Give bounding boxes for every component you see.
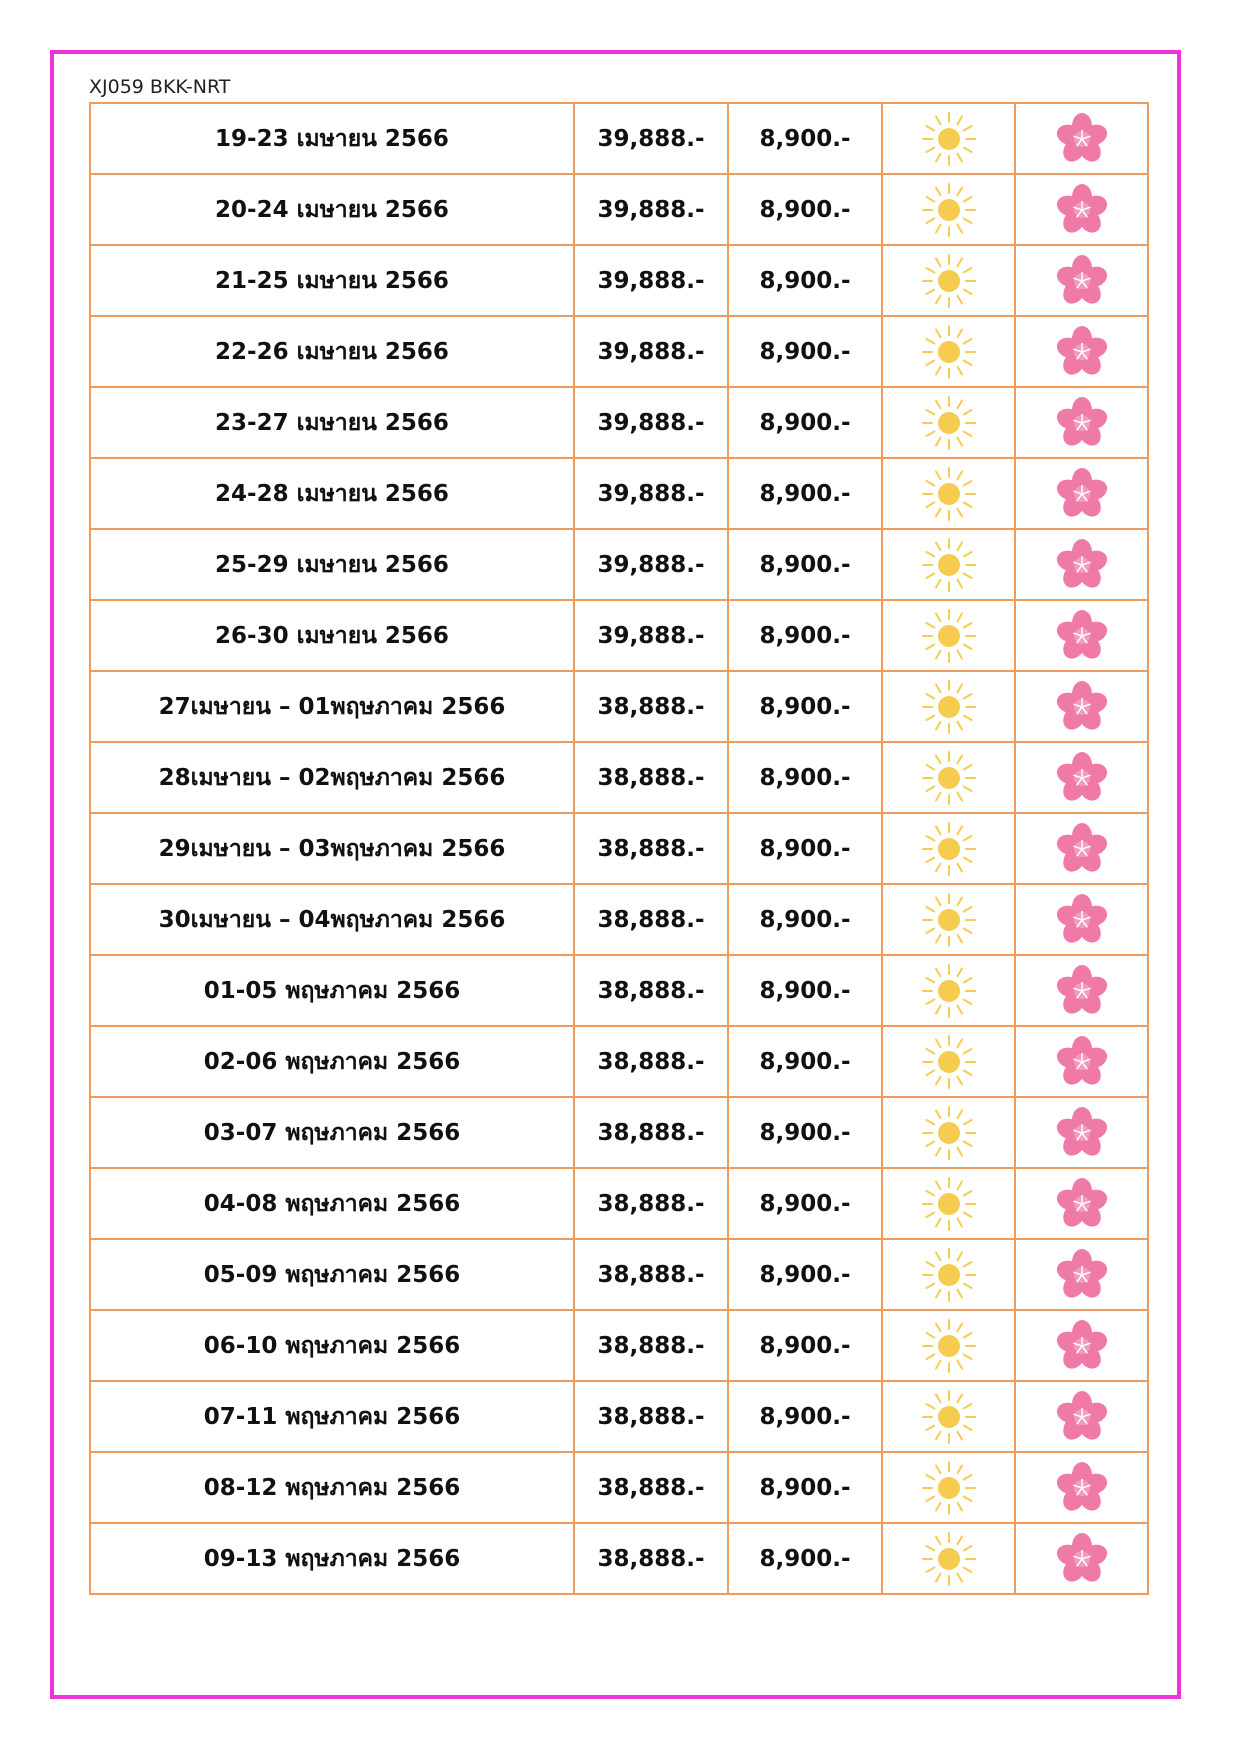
single-supplement-cell: 8,900.-: [728, 742, 882, 813]
season-cell: [882, 174, 1015, 245]
cherry-blossom-icon: [1056, 1391, 1108, 1443]
single-supplement-cell: 8,900.-: [728, 1523, 882, 1594]
price-cell: 38,888.-: [574, 1452, 728, 1523]
price-cell: 38,888.-: [574, 1381, 728, 1452]
table-row: [90, 1168, 1148, 1239]
sun-icon: [921, 466, 977, 522]
travel-date-cell: 29เมษายน – 03พฤษภาคม 2566: [90, 813, 574, 884]
single-supplement-cell: 8,900.-: [728, 1381, 882, 1452]
sun-icon: [921, 963, 977, 1019]
travel-date-cell: 24-28 เมษายน 2566: [90, 458, 574, 529]
single-supplement-cell: 8,900.-: [728, 245, 882, 316]
season-cell: [882, 1452, 1015, 1523]
single-supplement-cell: 8,900.-: [728, 813, 882, 884]
bloom-cell: [1015, 245, 1148, 316]
table-row: [90, 458, 1148, 529]
table-row: [90, 600, 1148, 671]
tour-code: XJ059 BKK-NRT: [89, 76, 231, 98]
table-row: [90, 955, 1148, 1026]
season-cell: [882, 884, 1015, 955]
season-cell: [882, 1097, 1015, 1168]
sun-icon: [921, 679, 977, 735]
price-cell: 38,888.-: [574, 1239, 728, 1310]
cherry-blossom-icon: [1056, 113, 1108, 165]
single-supplement-cell: 8,900.-: [728, 884, 882, 955]
sun-icon: [921, 253, 977, 309]
season-cell: [882, 103, 1015, 174]
bloom-cell: [1015, 529, 1148, 600]
price-cell: 39,888.-: [574, 245, 728, 316]
price-cell: 39,888.-: [574, 316, 728, 387]
bloom-cell: [1015, 1452, 1148, 1523]
sun-icon: [921, 1105, 977, 1161]
table-row: [90, 529, 1148, 600]
bloom-cell: [1015, 742, 1148, 813]
sun-icon: [921, 750, 977, 806]
travel-date-cell: 01-05 พฤษภาคม 2566: [90, 955, 574, 1026]
bloom-cell: [1015, 387, 1148, 458]
sun-icon: [921, 1247, 977, 1303]
bloom-cell: [1015, 103, 1148, 174]
table-row: [90, 1523, 1148, 1594]
travel-date-cell: 30เมษายน – 04พฤษภาคม 2566: [90, 884, 574, 955]
season-cell: [882, 387, 1015, 458]
price-cell: 39,888.-: [574, 600, 728, 671]
travel-date-cell: 23-27 เมษายน 2566: [90, 387, 574, 458]
table-row: [90, 387, 1148, 458]
travel-date-cell: 26-30 เมษายน 2566: [90, 600, 574, 671]
sun-icon: [921, 1531, 977, 1587]
sun-icon: [921, 395, 977, 451]
price-cell: 39,888.-: [574, 174, 728, 245]
travel-date-cell: 08-12 พฤษภาคม 2566: [90, 1452, 574, 1523]
bloom-cell: [1015, 600, 1148, 671]
season-cell: [882, 1168, 1015, 1239]
season-cell: [882, 1381, 1015, 1452]
cherry-blossom-icon: [1056, 894, 1108, 946]
sun-icon: [921, 1389, 977, 1445]
single-supplement-cell: 8,900.-: [728, 387, 882, 458]
travel-date-cell: 03-07 พฤษภาคม 2566: [90, 1097, 574, 1168]
bloom-cell: [1015, 1310, 1148, 1381]
bloom-cell: [1015, 813, 1148, 884]
season-cell: [882, 955, 1015, 1026]
price-cell: 39,888.-: [574, 458, 728, 529]
cherry-blossom-icon: [1056, 255, 1108, 307]
table-row: [90, 1452, 1148, 1523]
cherry-blossom-icon: [1056, 1178, 1108, 1230]
bloom-cell: [1015, 1097, 1148, 1168]
single-supplement-cell: 8,900.-: [728, 600, 882, 671]
table-row: [90, 1026, 1148, 1097]
bloom-cell: [1015, 316, 1148, 387]
table-row: [90, 1381, 1148, 1452]
sun-icon: [921, 1318, 977, 1374]
price-cell: 38,888.-: [574, 884, 728, 955]
travel-date-cell: 19-23 เมษายน 2566: [90, 103, 574, 174]
sun-icon: [921, 1460, 977, 1516]
single-supplement-cell: 8,900.-: [728, 1239, 882, 1310]
sun-icon: [921, 821, 977, 877]
season-cell: [882, 1310, 1015, 1381]
cherry-blossom-icon: [1056, 184, 1108, 236]
bloom-cell: [1015, 1168, 1148, 1239]
season-cell: [882, 316, 1015, 387]
travel-date-cell: 09-13 พฤษภาคม 2566: [90, 1523, 574, 1594]
single-supplement-cell: 8,900.-: [728, 316, 882, 387]
cherry-blossom-icon: [1056, 1462, 1108, 1514]
season-cell: [882, 245, 1015, 316]
cherry-blossom-icon: [1056, 681, 1108, 733]
bloom-cell: [1015, 884, 1148, 955]
single-supplement-cell: 8,900.-: [728, 1097, 882, 1168]
travel-date-cell: 05-09 พฤษภาคม 2566: [90, 1239, 574, 1310]
travel-date-cell: 28เมษายน – 02พฤษภาคม 2566: [90, 742, 574, 813]
table-row: [90, 813, 1148, 884]
bloom-cell: [1015, 1523, 1148, 1594]
table-row: [90, 884, 1148, 955]
season-cell: [882, 742, 1015, 813]
single-supplement-cell: 8,900.-: [728, 174, 882, 245]
price-cell: 38,888.-: [574, 742, 728, 813]
table-row: [90, 316, 1148, 387]
table-row: [90, 1097, 1148, 1168]
table-row: [90, 174, 1148, 245]
cherry-blossom-icon: [1056, 397, 1108, 449]
table-row: [90, 1310, 1148, 1381]
single-supplement-cell: 8,900.-: [728, 1310, 882, 1381]
travel-date-cell: 25-29 เมษายน 2566: [90, 529, 574, 600]
cherry-blossom-icon: [1056, 1320, 1108, 1372]
season-cell: [882, 813, 1015, 884]
bloom-cell: [1015, 1026, 1148, 1097]
single-supplement-cell: 8,900.-: [728, 529, 882, 600]
cherry-blossom-icon: [1056, 539, 1108, 591]
season-cell: [882, 529, 1015, 600]
cherry-blossom-icon: [1056, 752, 1108, 804]
cherry-blossom-icon: [1056, 823, 1108, 875]
travel-date-cell: 06-10 พฤษภาคม 2566: [90, 1310, 574, 1381]
sun-icon: [921, 608, 977, 664]
bloom-cell: [1015, 955, 1148, 1026]
bloom-cell: [1015, 671, 1148, 742]
single-supplement-cell: 8,900.-: [728, 103, 882, 174]
price-cell: 38,888.-: [574, 813, 728, 884]
season-cell: [882, 600, 1015, 671]
sun-icon: [921, 1034, 977, 1090]
single-supplement-cell: 8,900.-: [728, 458, 882, 529]
cherry-blossom-icon: [1056, 468, 1108, 520]
travel-date-cell: 21-25 เมษายน 2566: [90, 245, 574, 316]
cherry-blossom-icon: [1056, 326, 1108, 378]
price-cell: 38,888.-: [574, 1523, 728, 1594]
price-cell: 38,888.-: [574, 955, 728, 1026]
sun-icon: [921, 324, 977, 380]
travel-date-cell: 04-08 พฤษภาคม 2566: [90, 1168, 574, 1239]
sun-icon: [921, 1176, 977, 1232]
cherry-blossom-icon: [1056, 1249, 1108, 1301]
sun-icon: [921, 182, 977, 238]
single-supplement-cell: 8,900.-: [728, 1168, 882, 1239]
table-row: [90, 245, 1148, 316]
cherry-blossom-icon: [1056, 1533, 1108, 1585]
single-supplement-cell: 8,900.-: [728, 1452, 882, 1523]
travel-date-cell: 20-24 เมษายน 2566: [90, 174, 574, 245]
season-cell: [882, 671, 1015, 742]
bloom-cell: [1015, 1381, 1148, 1452]
travel-date-cell: 27เมษายน – 01พฤษภาคม 2566: [90, 671, 574, 742]
price-cell: 38,888.-: [574, 1097, 728, 1168]
price-cell: 38,888.-: [574, 1310, 728, 1381]
season-cell: [882, 1026, 1015, 1097]
price-cell: 38,888.-: [574, 1026, 728, 1097]
cherry-blossom-icon: [1056, 1107, 1108, 1159]
season-cell: [882, 1523, 1015, 1594]
season-cell: [882, 458, 1015, 529]
sun-icon: [921, 892, 977, 948]
schedule-table: [89, 102, 1149, 1595]
cherry-blossom-icon: [1056, 1036, 1108, 1088]
table-row: [90, 671, 1148, 742]
bloom-cell: [1015, 174, 1148, 245]
price-cell: 39,888.-: [574, 103, 728, 174]
table-row: [90, 103, 1148, 174]
price-cell: 39,888.-: [574, 387, 728, 458]
single-supplement-cell: 8,900.-: [728, 671, 882, 742]
price-cell: 38,888.-: [574, 1168, 728, 1239]
bloom-cell: [1015, 1239, 1148, 1310]
travel-date-cell: 07-11 พฤษภาคม 2566: [90, 1381, 574, 1452]
sun-icon: [921, 111, 977, 167]
travel-date-cell: 02-06 พฤษภาคม 2566: [90, 1026, 574, 1097]
price-cell: 39,888.-: [574, 529, 728, 600]
bloom-cell: [1015, 458, 1148, 529]
cherry-blossom-icon: [1056, 965, 1108, 1017]
single-supplement-cell: 8,900.-: [728, 955, 882, 1026]
table-row: [90, 1239, 1148, 1310]
table-row: [90, 742, 1148, 813]
travel-date-cell: 22-26 เมษายน 2566: [90, 316, 574, 387]
single-supplement-cell: 8,900.-: [728, 1026, 882, 1097]
price-cell: 38,888.-: [574, 671, 728, 742]
sun-icon: [921, 537, 977, 593]
season-cell: [882, 1239, 1015, 1310]
cherry-blossom-icon: [1056, 610, 1108, 662]
